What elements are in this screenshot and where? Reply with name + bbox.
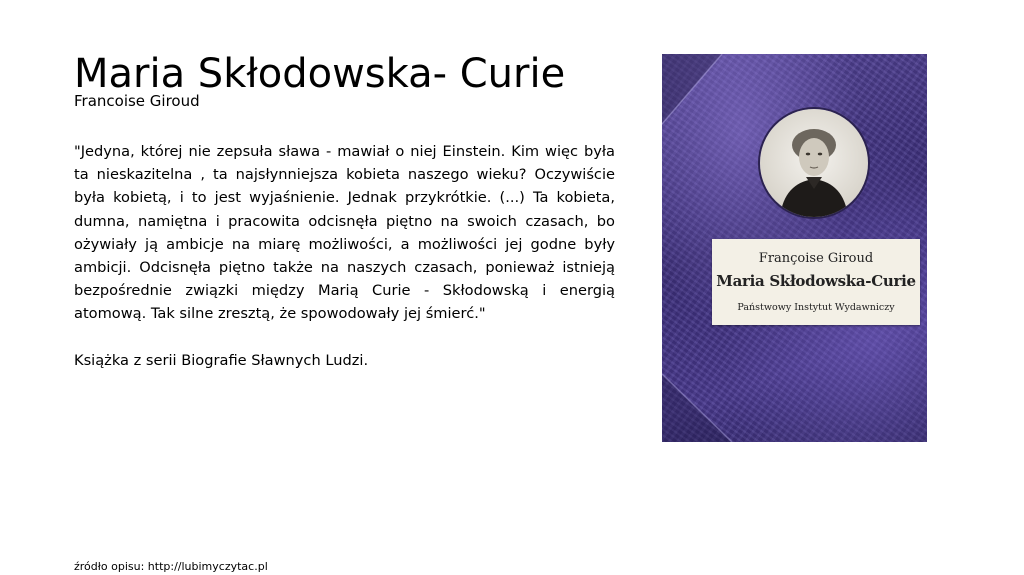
cover-label [712, 239, 920, 325]
slide-body [74, 140, 615, 372]
slide-title: Maria Skłodowska- Curie [74, 51, 566, 97]
portrait-medallion [760, 109, 868, 217]
series-note: Książka z serii Biografie Sławnych Ludzi. [74, 351, 369, 369]
portrait-icon [760, 109, 868, 217]
slide-author: Francoise Giroud [74, 92, 200, 110]
book-description: "Jedyna, której nie zepsuła sława - mawiał o niej Einstein. Kim więc była ta nieskazitelna , ta najsłynniejsza kobieta naszego wieku? Oczywiście była kobietą, i to jest wyjaśnienie. Jednak przykrótkie. (...) Ta kobieta, dumna, namiętna i pracowita odcisnęła piętno na swoich czasach, bo ożywiały ją ambicje na miarę możliwości, a możliwości jej godne były ambicji. Odcisnęła piętno także na naszych czasach, ponieważ istnieją bezpośrednie związki między Marią Curie - Skłodowską i energią atomową. Tak silne zresztą, że spowodowały jej śmierć." [74, 143, 615, 323]
cover-publisher: Państwowy Instytut Wydawniczy [737, 302, 895, 313]
cover-author: Françoise Giroud [758, 251, 874, 266]
cover-title: Maria Skłodowska-Curie [716, 272, 916, 290]
book-cover-image [662, 54, 927, 442]
source-note: źródło opisu: http://lubimyczytac.pl [74, 560, 268, 573]
